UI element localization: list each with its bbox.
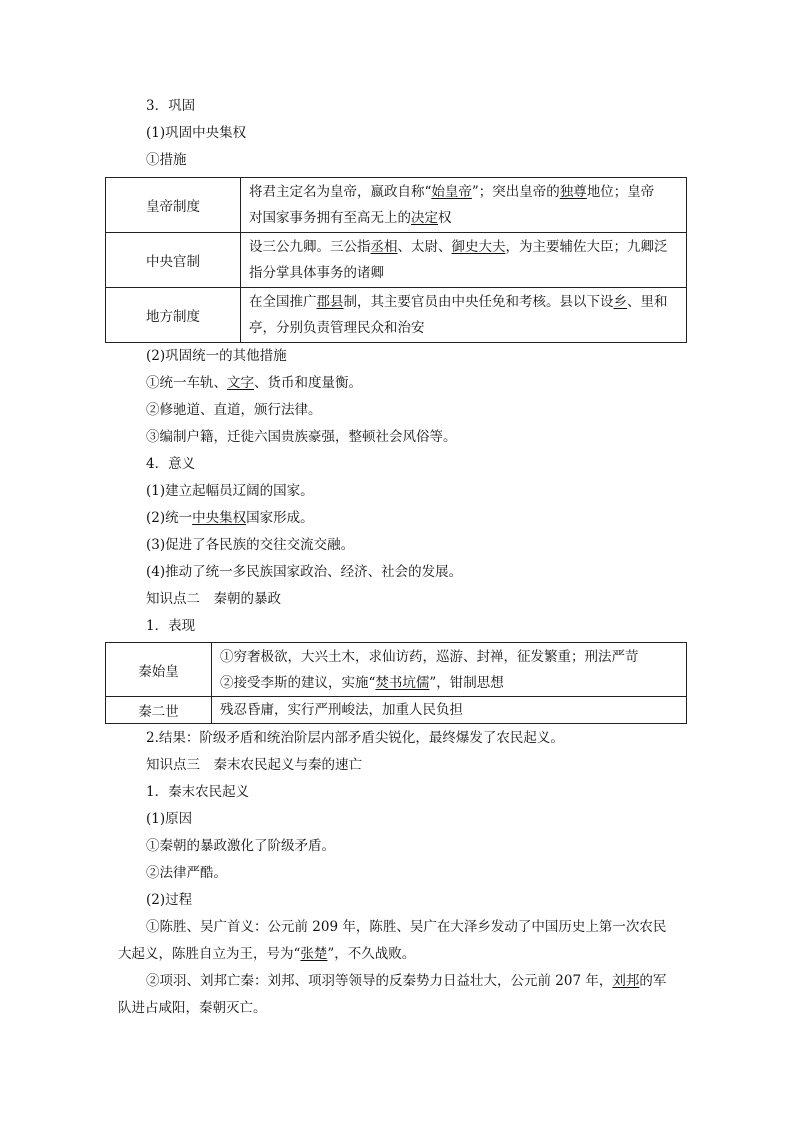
table-row [106, 178, 687, 233]
subheading: (1)巩固中央集权 [146, 125, 247, 141]
section-heading: 3．巩固 [146, 98, 196, 114]
subheading: 1．表现 [146, 618, 196, 634]
list-item: (2)统一中央集权国家形成。 [146, 510, 314, 526]
paragraph: ②项羽、刘邦亡秦：刘邦、项羽等领导的反秦势力日益壮大，公元前 207 年，刘邦的军 [146, 973, 667, 989]
section-heading: 知识点二 秦朝的暴政 [146, 591, 281, 607]
list-item: (3)促进了各民族的交往交流交融。 [146, 537, 355, 553]
table-row [106, 288, 687, 343]
subheading: (1)原因 [146, 811, 193, 827]
table-label: 秦始皇 [106, 643, 212, 697]
measures-table [105, 177, 687, 343]
list-item: ③编制户籍，迁徙六国贵族豪强，整顿社会风俗等。 [146, 429, 457, 445]
table-cell: 设三公九卿。三公指丞相、太尉、御史大夫，为主要辅佐大臣；九卿泛 指分掌具体事务的诸卿 [241, 233, 687, 288]
section-heading: 4．意义 [146, 456, 196, 472]
list-item: ②法律严酷。 [146, 865, 227, 881]
table-cell: 将君主定名为皇帝，嬴政自称“始皇帝”；突出皇帝的独尊地位；皇帝 对国家事务拥有至高无上的决定权 [241, 178, 687, 233]
table-label: 秦二世 [106, 697, 212, 724]
paragraph: 队进占咸阳，秦朝灭亡。 [118, 1000, 267, 1016]
table-row [106, 643, 687, 697]
list-item: (1)建立起幅员辽阔的国家。 [146, 483, 314, 499]
tyranny-table [105, 642, 687, 724]
table-label: 中央官制 [106, 233, 241, 288]
list-item: ①统一车轨、文字、货币和度量衡。 [146, 375, 362, 391]
table-label: 皇帝制度 [106, 178, 241, 233]
table-cell: 残忍昏庸，实行严刑峻法，加重人民负担 [212, 697, 687, 724]
subheading: 1．秦末农民起义 [146, 784, 250, 800]
section-heading: 知识点三 秦末农民起义与秦的速亡 [146, 757, 362, 773]
subheading: (2)巩固统一的其他措施 [146, 348, 287, 364]
list-item: ②修驰道、直道，颁行法律。 [146, 402, 322, 418]
paragraph: 2.结果：阶级矛盾和统治阶层内部矛盾尖锐化，最终爆发了农民起义。 [146, 730, 564, 746]
table-row [106, 697, 687, 724]
paragraph: 大起义，陈胜自立为王，号为“张楚”，不久战败。 [118, 946, 416, 962]
subheading: (2)过程 [146, 892, 193, 908]
table-row [106, 233, 687, 288]
list-item: ①秦朝的暴政激化了阶级矛盾。 [146, 838, 335, 854]
table-label: 地方制度 [106, 288, 241, 343]
table-cell: 在全国推广郡县制，其主要官员由中央任免和考核。县以下设乡、里和 亭，分别负责管理民众和治安 [241, 288, 687, 343]
subheading: ①措施 [146, 152, 187, 168]
paragraph: ①陈胜、吴广首义：公元前 209 年，陈胜、吴广在大泽乡发动了中国历史上第一次农民 [146, 919, 667, 935]
table-cell: ①穷奢极欲，大兴土木，求仙访药，巡游、封禅，征发繁重；刑法严苛 ②接受李斯的建议，实施“焚书坑儒”，钳制思想 [212, 643, 687, 697]
list-item: (4)推动了统一多民族国家政治、经济、社会的发展。 [146, 564, 463, 580]
